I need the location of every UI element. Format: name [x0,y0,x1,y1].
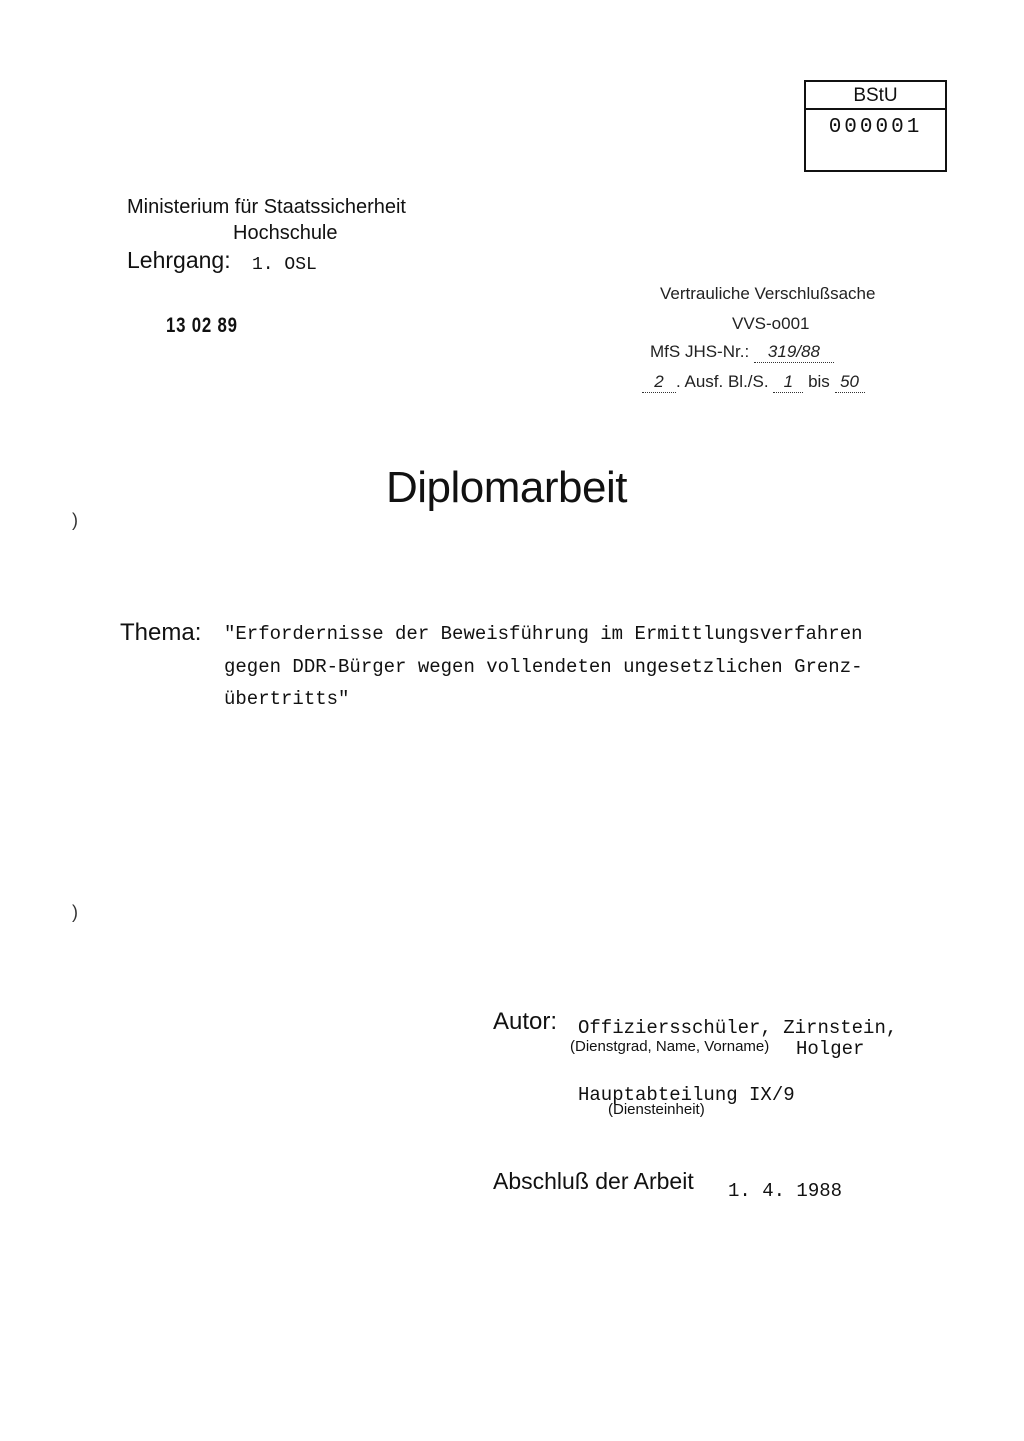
autor-value: Offiziersschüler, Zirnstein, [578,1017,898,1039]
page-from: 1 [773,372,803,393]
bis-label: bis [808,372,830,391]
page-to: 50 [835,372,865,393]
classification-number-row [650,342,834,363]
ausfertigung-row [642,372,865,393]
margin-mark: ) [72,902,78,922]
autor-label: Autor: [493,1008,558,1035]
received-date-stamp: 13 02 89 [166,314,238,337]
institution-name: Ministerium für Staatssicherheit [127,196,406,218]
lehrgang-label: Lehrgang: [127,247,231,273]
jhs-nr-label: MfS JHS-Nr.: [650,342,750,361]
lehrgang-value: 1. OSL [252,255,317,275]
ausfertigung-label: . Ausf. Bl./S. [676,372,769,391]
stamp-title: BStU [806,84,945,110]
classification-line: Vertrauliche Verschlußsache [660,284,876,303]
document-title: Diplomarbeit [386,463,627,512]
autor-firstname: Holger [796,1038,865,1060]
autor-caption: (Dienstgrad, Name, Vorname) [570,1038,770,1055]
thema-label: Thema: [120,619,202,646]
abschluss-date: 1. 4. 1988 [728,1180,843,1202]
margin-mark: ) [72,510,78,530]
diensteinheit-value: Hauptabteilung IX/9 [578,1084,795,1106]
ausfertigung-value: 2 [642,372,676,393]
abschluss-label: Abschluß der Arbeit [493,1168,694,1194]
diensteinheit-caption: (Diensteinheit) [608,1101,705,1118]
bstu-stamp [804,80,947,172]
thema-line: "Erfordernisse der Beweisführung im Ermittlungsverfahren [224,623,863,645]
institution-school: Hochschule [233,222,338,244]
thema-line: gegen DDR-Bürger wegen vollendeten ungesetzlichen Grenz- [224,656,863,678]
thema-line: übertritts" [224,688,350,710]
classification-code: VVS-o001 [732,314,810,333]
stamp-number: 000001 [828,116,923,139]
jhs-nr-value: 319/88 [754,342,834,363]
